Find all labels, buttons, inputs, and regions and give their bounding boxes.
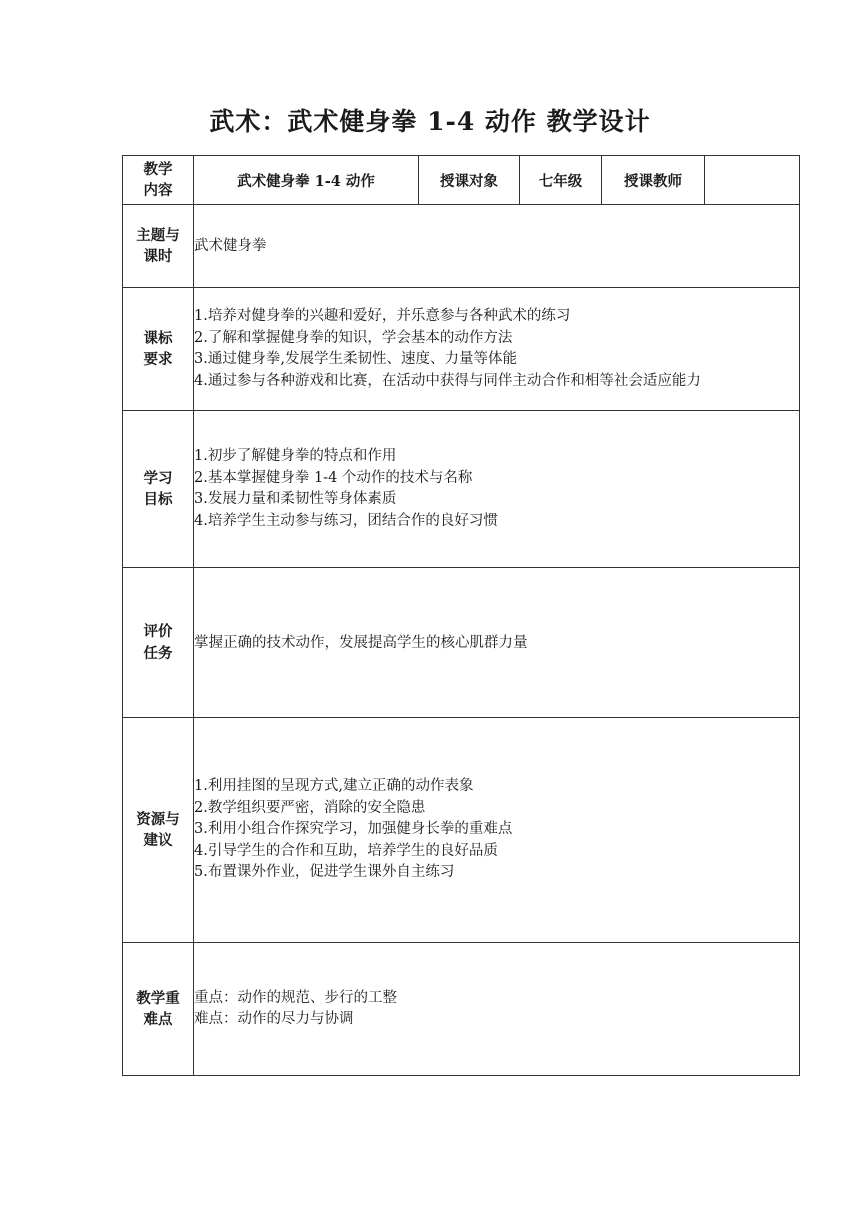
standards-cell [194,288,800,411]
resources-label-line-2: 建议 [143,832,173,849]
keypoints-cell [194,943,800,1076]
keypoints-label-line-1: 教学重 [136,989,180,1007]
resources-item: 4.引导学生的合作和互助，培养学生的良好品质 [194,842,498,859]
standards-label-line-2: 要求 [143,351,173,368]
standards-item: 3.通过健身拳,发展学生柔韧性、速度、力量等体能 [194,351,517,367]
resources-label-cell [123,718,194,943]
objectives-item: 3.发展力量和柔韧性等身体素质 [194,491,397,507]
keypoints-label-line-2: 难点 [143,1011,173,1028]
theme-label-line-2: 课时 [143,248,173,265]
content-value: 武术健身拳 1-4 动作 [194,156,419,205]
theme-cell [194,205,800,288]
keypoints-row [123,943,800,1076]
resources-item: 3.利用小组合作探究学习，加强健身长拳的重难点 [194,821,513,838]
objectives-label-cell [123,411,194,568]
theme-label-cell [123,205,194,288]
audience-value: 七年级 [520,156,602,205]
standards-label-cell [123,288,194,411]
resources-item: 5.布置课外作业，促进学生课外自主练习 [194,864,455,881]
assessment-label-line-2: 任务 [143,644,173,662]
resources-item: 1.利用挂图的呈现方式,建立正确的动作表象 [194,778,474,795]
resources-label-line-1: 资源与 [136,810,180,828]
teacher-value [705,156,800,205]
standards-label-line-1: 课标 [143,329,173,347]
content-label-cell [123,156,194,205]
assessment-label-cell [123,568,194,718]
header-row [123,156,800,205]
objectives-cell [194,411,800,568]
document-title: 武术：武术健身拳 1-4 动作 教学设计 [209,107,651,136]
assessment-cell [194,568,800,718]
standards-item: 2.了解和掌握健身拳的知识，学会基本的动作方法 [194,329,513,346]
objectives-row [123,411,800,568]
standards-item: 1.培养对健身拳的兴趣和爱好，并乐意参与各种武术的练习 [194,308,571,324]
objectives-item: 2.基本掌握健身拳 1-4 个动作的技术与名称 [194,469,473,486]
resources-row [123,718,800,943]
teacher-label: 授课教师 [602,156,705,205]
theme-label-line-1: 主题与 [136,226,180,244]
assessment-text: 掌握正确的技术动作，发展提高学生的核心肌群力量 [194,634,528,651]
content-label-line-2: 内容 [143,182,173,199]
resources-item: 2.教学组织要严密，消除的安全隐患 [194,799,426,816]
resources-cell [194,718,800,943]
keypoints-label-cell [123,943,194,1076]
objectives-label-line-2: 目标 [143,491,173,508]
standards-item: 4.通过参与各种游戏和比赛，在活动中获得与同伴主动合作和相等社会适应能力 [194,372,701,389]
keypoints-item: 难点：动作的尽力与协调 [194,1011,354,1027]
keypoints-item: 重点：动作的规范、步行的工整 [194,989,397,1006]
assessment-row [123,568,800,718]
objectives-item: 1.初步了解健身拳的特点和作用 [194,448,397,464]
content-label-line-1: 教学 [143,160,173,178]
objectives-label-line-1: 学习 [143,469,173,487]
audience-label: 授课对象 [419,156,520,205]
objectives-item: 4.培养学生主动参与练习，团结合作的良好习惯 [194,512,498,529]
theme-text: 武术健身拳 [194,238,267,254]
lesson-design-table [122,155,800,1076]
standards-row [123,288,800,411]
assessment-label-line-1: 评价 [143,623,173,640]
theme-row [123,205,800,288]
